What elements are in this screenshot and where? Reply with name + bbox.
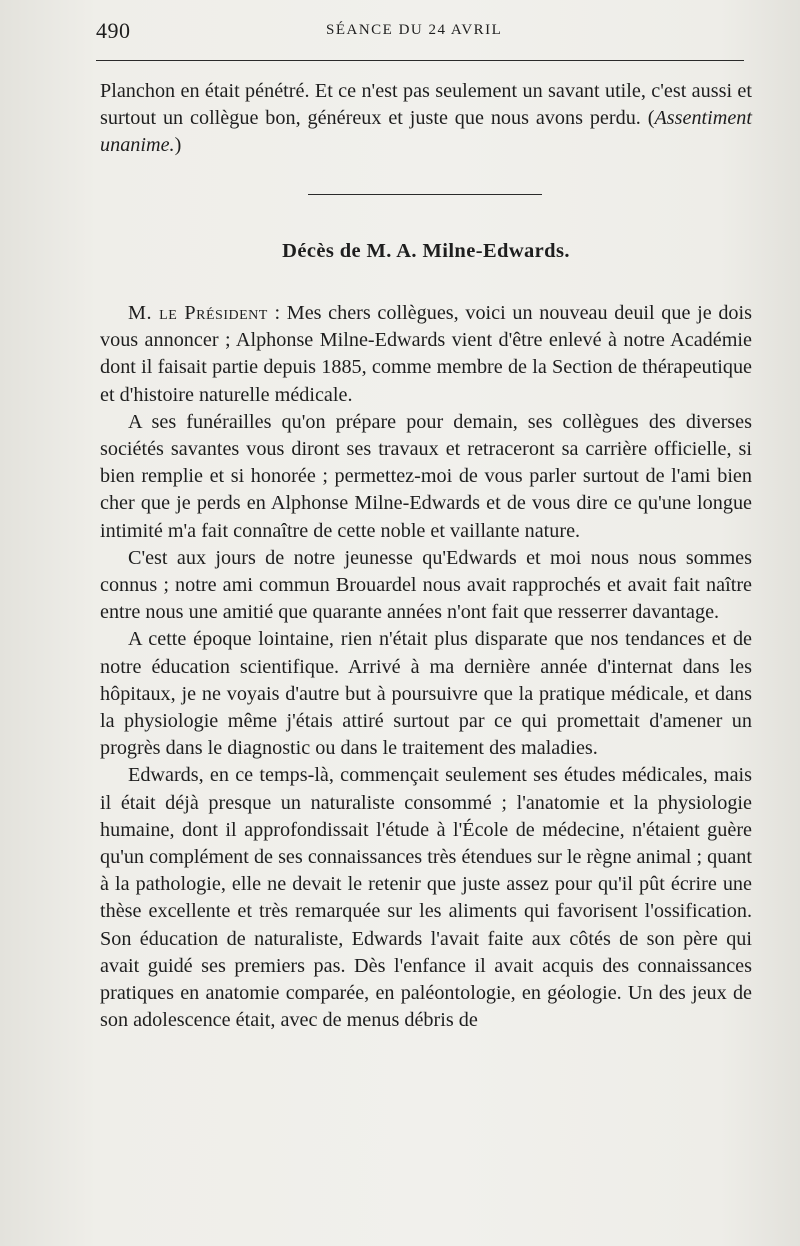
- paragraph-1: [100, 300, 752, 409]
- paragraph-4: A cette époque lointaine, rien n'était plus disparate que nos tendances et de notre éducation scientifique. Arrivé à ma dernière année d'internat dans les hôpitaux, je ne voyais d'autre but à poursuivre que la pratique médicale, et dans la physiologie même j'étais attiré surtout par ce qui promettait d'amener un progrès dans le diagnostic ou dans le traitement des maladies.: [100, 628, 752, 760]
- section-separator: [308, 194, 542, 195]
- page-number: 490: [96, 18, 131, 43]
- intro-italic: Assentiment unanime.: [100, 107, 752, 157]
- running-head: SÉANCE DU 24 AVRIL: [326, 22, 503, 38]
- body-text: [100, 300, 752, 1034]
- speaker-label: M. le Président: [128, 302, 268, 324]
- intro-paragraph: [100, 78, 752, 160]
- header-rule: [96, 60, 744, 61]
- intro-closing: ): [174, 134, 182, 157]
- page-header: [96, 18, 746, 48]
- paragraph-1-text: : Mes chers collègues, voici un nouveau deuil que je dois vous annoncer ; Alphonse Milne-Edwards vient d'être enlevé à notre Académie dont il faisait partie depuis 1885, comme membre de la Section de thérapeutique et d'histoire naturelle médicale.: [100, 302, 752, 406]
- paragraph-2: A ses funérailles qu'on prépare pour demain, ses collègues des diverses sociétés savantes vous diront ses travaux et retraceront sa carrière officielle, si bien remplie et si honorée ; permettez-moi de vous parler surtout de l'ami bien cher que je perds en Alphonse Milne-Edwards et de vous dire ce qu'une longue intimité m'a fait connaître de cette noble et vaillante nature.: [100, 410, 752, 542]
- intro-text: Planchon en était pénétré. Et ce n'est pas seulement un savant utile, c'est aussi et surtout un collègue bon, généreux et juste que nous avons perdu. (: [100, 80, 752, 130]
- section-title: Décès de M. A. Milne-Edwards.: [282, 240, 570, 262]
- paragraph-5: Edwards, en ce temps-là, commençait seulement ses études médicales, mais il était déjà presque un naturaliste consommé ; l'anatomie et la physiologie humaine, dont il approfondissait l'étude à l'École de médecine, n'étaient guère qu'un complément de ses connaissances très étendues sur le règne animal ; quant à la pathologie, elle ne devait le retenir que juste assez pour qu'il pût écrire une thèse excellente et très remarquée sur les aliments qui favorisent l'ossification. Son éducation de naturaliste, Edwards l'avait faite aux côtés de son père qui avait guidé ses premiers pas. Dès l'enfance il avait acquis des connaissances pratiques en anatomie comparée, en paléontologie, en géologie. Un des jeux de son adolescence était, avec de menus débris de: [100, 764, 752, 1032]
- paragraph-3: C'est aux jours de notre jeunesse qu'Edwards et moi nous nous sommes connus ; notre ami commun Brouardel nous avait rapprochés et avait fait naître entre nous une amitié que quarante années n'ont fait que resserrer davantage.: [100, 546, 752, 624]
